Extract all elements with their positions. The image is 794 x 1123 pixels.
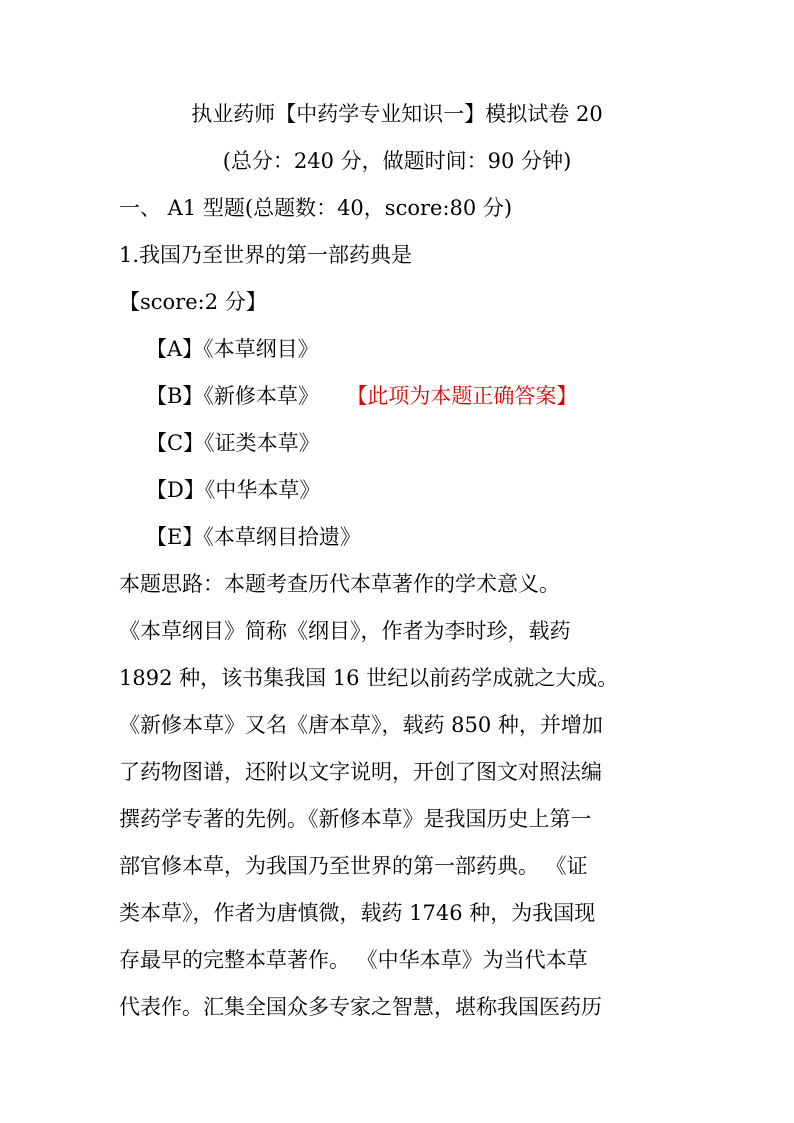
analysis-line: 1892 种，该书集我国 16 世纪以前药学成就之大成。	[119, 666, 619, 690]
document-subtitle: (总分：240 分，做题时间：90 分钟)	[222, 149, 572, 173]
analysis-line: 《本草纲目》简称《纲目》，作者为李时珍，载药	[119, 619, 571, 643]
option-label: 【E】	[146, 525, 204, 549]
analysis-line: 本题思路：本题考查历代本草著作的学术意义。	[119, 572, 560, 596]
option-text: 《中华本草》	[204, 478, 321, 502]
option-text: 《新修本草》	[203, 384, 319, 408]
option-a	[146, 335, 319, 363]
analysis-line: 《新修本草》又名《唐本草》，载药 850 种，并增加	[119, 713, 603, 737]
analysis-line: 代表作。汇集全国众多专家之智慧，堪称我国医药历	[119, 995, 602, 1019]
question-stem: 1.我国乃至世界的第一部药典是	[119, 243, 413, 267]
option-e	[146, 523, 361, 551]
analysis-line: 撰药学专著的先例。《新修本草》是我国历史上第一	[119, 807, 592, 831]
analysis-line: 类本草》，作者为唐慎微，载药 1746 种，为我国现	[119, 901, 596, 925]
analysis-line: 了药物图谱，还附以文字说明，开创了图文对照法编	[119, 760, 602, 784]
option-label: 【A】	[146, 337, 204, 361]
option-text: 《本草纲目》	[203, 337, 319, 361]
option-label: 【B】	[146, 384, 204, 408]
analysis-line: 部官修本草，为我国乃至世界的第一部药典。 《证	[119, 854, 588, 878]
analysis-line: 存最早的完整本草著作。 《中华本草》为当代本草	[119, 948, 588, 972]
section-heading: 一、 A1 型题(总题数：40，score:80 分)	[119, 196, 513, 220]
option-label: 【D】	[146, 478, 205, 502]
document-title: 执业药师【中药学专业知识一】模拟试卷 20	[191, 102, 603, 126]
option-label: 【C】	[146, 431, 205, 455]
option-b	[146, 382, 577, 410]
option-text: 《本草纲目拾遗》	[203, 525, 361, 549]
option-c	[146, 429, 320, 457]
option-d	[146, 476, 320, 504]
option-text: 《证类本草》	[204, 431, 320, 455]
question-score: 【score:2 分】	[119, 290, 267, 314]
correct-answer-tag: 【此项为本题正确答案】	[356, 384, 578, 408]
